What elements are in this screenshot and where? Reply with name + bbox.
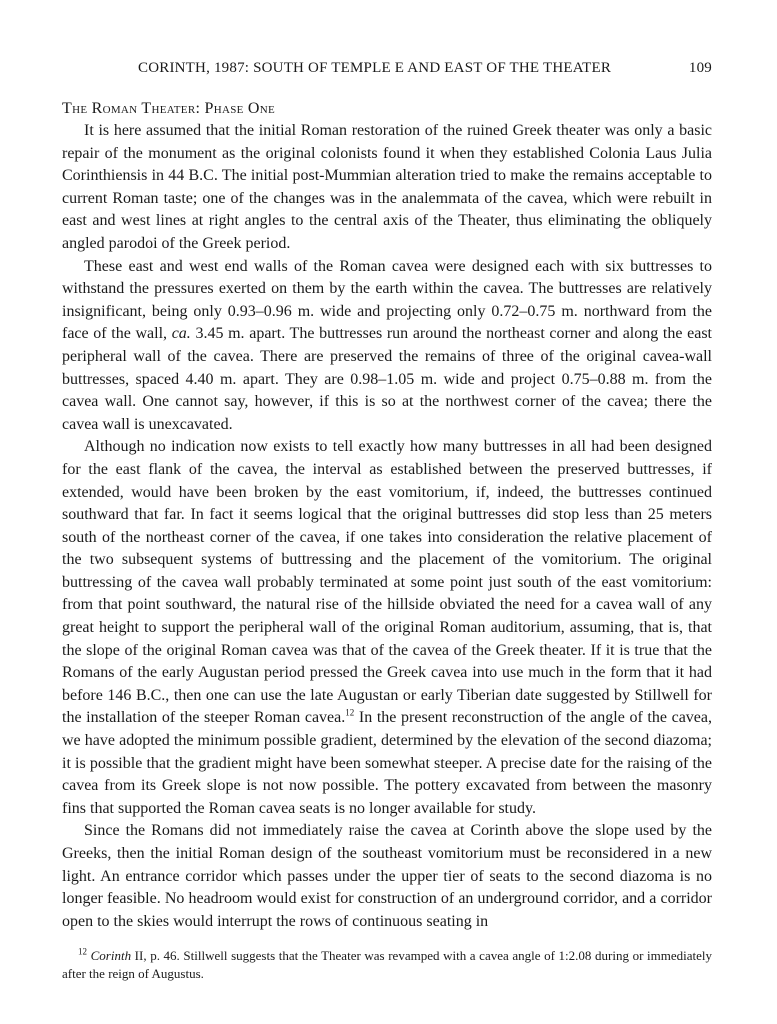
circa-abbreviation: ca. [171, 325, 191, 343]
paragraph-1-text-b: The initial post-Mummian alteration tried to make the remains acceptable to current Roman taste; one of the changes was in the analemmata of the cavea, which were rebuilt in east and west lines at right angles to the central axis of the Theater, thus eliminating the obliquely angled parodoi of the Greek period. [62, 167, 713, 252]
era-abbreviation: B.C. [135, 686, 166, 704]
footnote-reference-title: Corinth [90, 948, 132, 964]
paragraph-3-text-a: Although no indication now exists to tell exactly how many buttresses in all had been designed for the east flank of the cavea, the interval as established between the preserved buttresses, if extended, would have been broken by the east vomitorium, if, indeed, the buttresses continued southward that far. In fact it seems logical that the original buttresses did stop less than 25 meters south of the northeast corner of the cavea, if one takes into consideration the relative placement of the two subsequent systems of buttressing and the placement of the vomitorium. The original buttressing of the cavea wall probably terminated at some point just south of the east vomitorium: from that point southward, the natural rise of the hillside obviated the need for a cavea wall of any great height to support the peripheral wall of the original Roman auditorium, assuming, that is, that the slope of the original Roman cavea was that of the cavea of the Greek theater. If it is true that the Romans of the early Augustan period pressed the Greek cavea into use much in the form that it had before 146 [62, 438, 712, 704]
paragraph-4-text: Since the Romans did not immediately raise the cavea at Corinth above the slope used by the Greeks, then the initial Roman design of the southeast vomitorium must be reconsidered in a new light. An entrance corridor which passes under the upper tier of seats to the second diazoma is no longer feasible. No headroom would exist for construction of an underground corridor, and a corridor open to the skies would interrupt the rows of continuous seating in [62, 822, 712, 930]
paragraph-3-text-c: In the present reconstruction of the angle of the cavea, we have adopted the minimum possible gradient, determined by the elevation of the second diazoma; it is possible that the gradient might have been somewhat steeper. A precise date for the raising of the cavea from its Greek slope is not now possible. The pottery excavated from between the masonry fins that supported the Roman cavea seats is no longer available for study. [62, 709, 713, 817]
era-abbreviation: B.C. [188, 167, 218, 185]
paragraph-3-text-b: , then one can use the late Augustan or early Tiberian date suggested by Stillwell for the installation of the steeper Roman cavea. [62, 686, 713, 727]
paragraph-1-text-a: It is here assumed that the initial Roman restoration of the ruined Greek theater was only a basic repair of the monument as the original colonists found it when they established Colonia Laus Julia Corinthiensis in 44 [62, 122, 712, 185]
running-head-title: CORINTH, 1987: SOUTH OF TEMPLE E AND EAST OF THE THEATER [138, 60, 612, 76]
paragraph-3 [62, 436, 712, 820]
page-number: 109 [688, 60, 712, 76]
footnote-text: II, p. 46. Stillwell suggests that the Theater was revamped with a cavea angle of 1:2.08 during or immediately after the reign of Augustus. [62, 948, 712, 982]
paragraph-2-text-b: 3.45 m. apart. The buttresses run around the northeast corner and along the east peripheral wall of the cavea. There are preserved the remains of three of the original cavea-wall buttresses, spaced 4.40 m. apart. They are 0.98–1.05 m. wide and project 0.75–0.88 m. from the cavea wall. One cannot say, however, if this is so at the northwest corner of the cavea; there the cavea wall is unexcavated. [62, 325, 712, 433]
paragraph-2-text-a: These east and west end walls of the Roman cavea were designed each with six buttresses to withstand the pressures exerted on them by the earth within the cavea. The buttresses are relatively insignificant, being only 0.93–0.96 m. wide and projecting only 0.72–0.75 m. northward from the face of the wall, [62, 257, 712, 343]
paragraph-1 [62, 120, 712, 256]
footnote-marker: 12 [78, 947, 87, 958]
footnote [62, 947, 712, 983]
footnote-reference[interactable]: 12 [345, 708, 355, 719]
body-text [62, 120, 712, 933]
running-head [62, 60, 712, 82]
page [62, 60, 712, 983]
section-heading: The Roman Theater: Phase One [62, 100, 276, 117]
paragraph-4 [62, 820, 712, 933]
paragraph-2 [62, 256, 712, 437]
